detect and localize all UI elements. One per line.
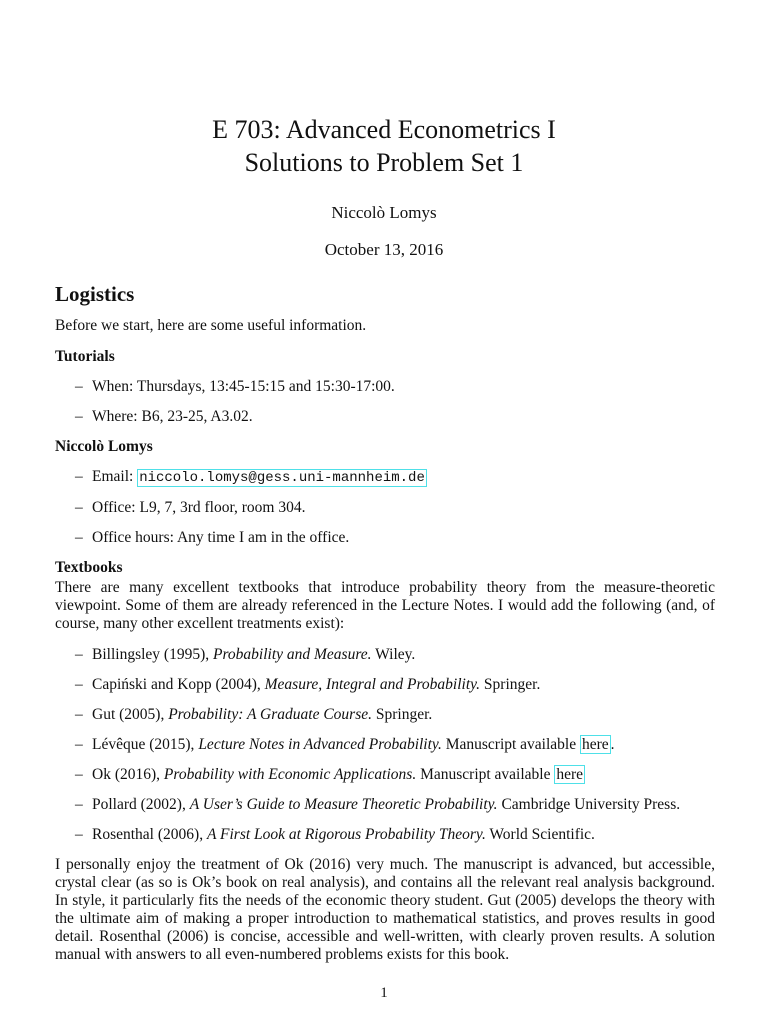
title-line-2: Solutions to Problem Set 1 (244, 148, 524, 177)
logistics-heading: Logistics (55, 282, 135, 306)
book-publisher: Springer. (372, 706, 433, 723)
book-citation: Pollard (2002), (92, 796, 190, 813)
document-title (0, 113, 768, 179)
book-title: Probability: A Graduate Course. (168, 706, 372, 723)
book-title: Probability with Economic Applications. (163, 766, 417, 783)
book-publisher: World Scientific. (485, 826, 595, 843)
instructor-heading: Niccolò Lomys (55, 438, 153, 455)
book-citation: Billingsley (1995), (92, 646, 213, 663)
textbooks-heading: Textbooks (55, 559, 123, 576)
instructor-list (55, 468, 715, 547)
list-item (55, 766, 715, 784)
textbooks-closing: I personally enjoy the treatment of Ok (2016) very much. The manuscript is advanced, but accessible, crystal clear (as so is Ok’s book on real analysis), and contains all the relevant real analysis background. In style, it particularly fits the needs of the economic theory student. Gut (2005) develops the theory with the ultimate aim of making a proper introduction to mathematical statistics, and proves results in good detail. Rosenthal (2006) is concise, accessible and well-written, with clearly proven results. A solution manual with answers to all even-numbered problems exists for this book. (55, 856, 715, 963)
book-citation: Ok (2016), (92, 766, 164, 783)
book-title: Lecture Notes in Advanced Probability. (198, 736, 442, 753)
book-citation: Gut (2005), (92, 706, 169, 723)
tutorials-list (55, 378, 715, 426)
page-number: 1 (380, 985, 388, 1001)
title-block (0, 113, 768, 260)
textbooks-intro: There are many excellent textbooks that introduce probability theory from the measure-theoretic viewpoint. Some of them are already referenced in the Lecture Notes. I would add the following (and, of course, many other excellent treatments exist): (55, 579, 715, 632)
book-citation: Rosenthal (2006), (92, 826, 207, 843)
date: October 13, 2016 (324, 240, 444, 259)
list-item (55, 468, 715, 487)
book-title: Probability and Measure. (212, 646, 372, 663)
email-link[interactable]: niccolo.lomys@gess.uni-mannheim.de (139, 470, 425, 486)
book-publisher: Wiley. (371, 646, 416, 663)
book-publisher: Springer. (480, 676, 541, 693)
logistics-intro: Before we start, here are some useful information. (55, 317, 367, 334)
book-title: A First Look at Rigorous Probability Theory. (206, 826, 486, 843)
list-item: – When: Thursdays, 13:45-15:15 and 15:30-17:00. (55, 378, 715, 396)
book-title: Measure, Integral and Probability. (264, 676, 481, 693)
list-item (55, 736, 715, 754)
list-item (55, 646, 715, 664)
main-content (55, 282, 715, 977)
book-publisher: Manuscript available (441, 736, 580, 753)
list-item (55, 706, 715, 724)
title-line-1: E 703: Advanced Econometrics I (212, 115, 556, 144)
list-item: – Office: L9, 7, 3rd floor, room 304. (55, 499, 715, 517)
book-publisher: Cambridge University Press. (497, 796, 681, 813)
tutorials-heading: Tutorials (55, 348, 115, 365)
book-publisher: Manuscript available (416, 766, 555, 783)
book-title: A User’s Guide to Measure Theoretic Probability. (189, 796, 498, 813)
book-citation: Lévêque (2015), (92, 736, 199, 753)
book-end: . (610, 736, 615, 753)
list-item: – Office hours: Any time I am in the office. (55, 529, 715, 547)
ok-here-link[interactable]: here (556, 766, 584, 783)
email-label: Email: (92, 468, 138, 485)
list-item: – Where: B6, 23-25, A3.02. (55, 408, 715, 426)
list-item (55, 826, 715, 844)
leveque-here-link[interactable]: here (582, 736, 609, 753)
author: Niccolò Lomys (331, 203, 437, 222)
list-item (55, 796, 715, 814)
list-item (55, 676, 715, 694)
textbook-list (55, 646, 715, 844)
book-citation: Capiński and Kopp (2004), (92, 676, 265, 693)
